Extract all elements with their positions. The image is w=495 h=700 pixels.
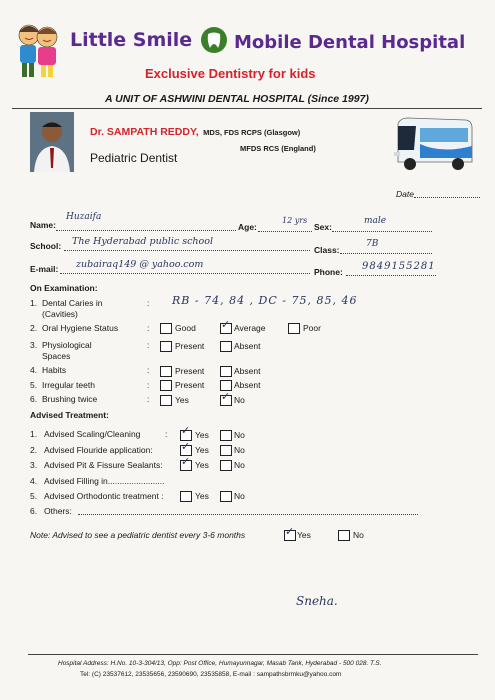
option-yes: Yes	[195, 445, 209, 455]
check-mark-icon: ✓	[181, 441, 191, 453]
tagline: Exclusive Dentistry for kids	[145, 66, 316, 81]
treatment-label: Advised Scaling/Cleaning	[44, 429, 141, 439]
exam-label: Dental Caries in	[42, 298, 103, 308]
exam-label: Physiological	[42, 340, 92, 350]
email-label: E-mail:	[30, 264, 59, 274]
tooth-logo-icon	[199, 25, 229, 55]
footer-contact: Tel: (C) 23537612, 23535656, 23590690, 23535858, E-mail : sampathsbrmku@yahoo.com	[80, 671, 342, 678]
option-present: Present	[175, 366, 205, 376]
colon: :	[147, 323, 150, 333]
checkbox-poor[interactable]	[288, 323, 300, 334]
header-rule	[12, 108, 482, 109]
treatment-num: 3.	[30, 460, 38, 470]
checkbox-absent[interactable]	[220, 380, 232, 391]
treatment-label: Advised Pit & Fissure Sealants:	[44, 460, 163, 470]
check-mark-icon: ✓	[221, 319, 231, 331]
treatment-heading: Advised Treatment:	[30, 410, 109, 420]
treatment-label: Others:	[44, 506, 72, 516]
phone-label: Phone:	[314, 267, 343, 277]
caries-value[interactable]: RB - 74, 84 , DC - 75, 85, 46	[172, 294, 358, 307]
option-poor: Poor	[303, 323, 321, 333]
option-absent: Absent	[234, 380, 261, 390]
doctor-quals-2: MFDS RCS (England)	[240, 144, 316, 153]
treatment-num: 6.	[30, 506, 38, 516]
checkbox-yes[interactable]	[160, 395, 172, 406]
email-line	[60, 273, 310, 274]
unit-line: A UNIT OF ASHWINI DENTAL HOSPITAL (Since 1997)	[105, 93, 369, 105]
colon: :	[147, 380, 150, 390]
treatment-label: Advised Orthodontic treatment :	[44, 491, 164, 501]
sex-line	[332, 231, 432, 232]
option-no: No	[234, 430, 245, 440]
note-option-yes: Yes	[297, 530, 311, 540]
checkbox-present[interactable]	[160, 366, 172, 377]
others-line	[78, 514, 418, 515]
exam-num: 1.	[30, 298, 38, 308]
option-good: Good	[175, 323, 196, 333]
treatment-num: 5.	[30, 491, 38, 501]
email-value[interactable]: zubairaq149 @ yahoo.com	[76, 259, 204, 270]
treatment-num: 1.	[30, 429, 38, 439]
name-value[interactable]: Huzaifa	[66, 212, 102, 222]
exam-num: 2.	[30, 323, 38, 333]
doctor-quals: MDS, FDS RCPS (Glasgow)	[203, 128, 301, 137]
exam-label: Oral Hygiene Status	[42, 323, 119, 333]
note-option-no: No	[353, 530, 364, 540]
exam-label-2: (Cavities)	[42, 309, 78, 319]
treatment-num: 2.	[30, 445, 38, 455]
option-no: No	[234, 395, 245, 405]
name-label: Name:	[30, 220, 56, 230]
specialty: Pediatric Dentist	[90, 151, 178, 165]
checkbox-absent[interactable]	[220, 366, 232, 377]
checkbox-good[interactable]	[160, 323, 172, 334]
checkbox-no[interactable]	[220, 430, 232, 441]
exam-num: 5.	[30, 380, 38, 390]
age-label: Age:	[238, 222, 257, 232]
check-mark-icon: ✓	[181, 425, 191, 437]
exam-num: 3.	[30, 340, 38, 350]
checkbox-no[interactable]	[220, 491, 232, 502]
exam-label: Brushing twice	[42, 394, 98, 404]
checkbox-present[interactable]	[160, 341, 172, 352]
exam-num: 4.	[30, 365, 38, 375]
colon: :	[147, 298, 150, 308]
checkbox-present[interactable]	[160, 380, 172, 391]
option-yes: Yes	[175, 395, 189, 405]
footer-rule	[28, 654, 478, 655]
hospital-title	[70, 29, 192, 51]
colon: :	[147, 340, 150, 350]
hospital-title-2	[234, 31, 465, 53]
title-mobile-dental: Mobile Dental Hospital	[234, 32, 466, 53]
footer-address: Hospital Address: H.No. 10-3-304/13, Opp: Post Office, Humayunnagar, Masab Tank, Hyderabad - 500 028. T.S.	[58, 660, 382, 667]
doctor-name-text: Dr. SAMPATH REDDY,	[90, 126, 199, 138]
age-value[interactable]: 12 yrs	[282, 216, 308, 225]
option-present: Present	[175, 341, 205, 351]
sex-value[interactable]: male	[364, 216, 387, 226]
date-line	[414, 197, 480, 198]
option-no: No	[234, 491, 245, 501]
option-present: Present	[175, 380, 205, 390]
exam-num: 6.	[30, 394, 38, 404]
treatment-label: Advised Flouride application:	[44, 445, 153, 455]
exam-label: Habits	[42, 365, 67, 375]
sex-label: Sex:	[314, 222, 332, 232]
class-label: Class:	[314, 245, 340, 255]
colon: :	[147, 365, 150, 375]
check-mark-icon: ✓	[285, 526, 295, 538]
note-text: Note: Advised to see a pediatric dentist every 3-6 months	[30, 530, 246, 540]
checkbox-absent[interactable]	[220, 341, 232, 352]
note-checkbox-no[interactable]	[338, 530, 350, 541]
name-line	[56, 230, 236, 231]
option-yes: Yes	[195, 430, 209, 440]
checkbox-no[interactable]	[220, 445, 232, 456]
school-label: School:	[30, 241, 62, 251]
bus-image	[392, 114, 476, 176]
check-mark-icon: ✓	[181, 456, 191, 468]
phone-line	[346, 275, 436, 276]
exam-label-2: Spaces	[42, 351, 71, 361]
doctor-name	[90, 122, 300, 140]
school-value[interactable]: The Hyderabad public school	[72, 236, 213, 247]
option-absent: Absent	[234, 341, 261, 351]
doctor-photo	[30, 112, 74, 172]
checkbox-no[interactable]	[220, 460, 232, 471]
kids-logo	[12, 18, 64, 80]
option-no: No	[234, 445, 245, 455]
option-no: No	[234, 460, 245, 470]
option-average: Average	[234, 323, 266, 333]
treatment-label: Advised Filling in........................	[44, 476, 165, 486]
option-yes: Yes	[195, 491, 209, 501]
colon: :	[147, 394, 150, 404]
option-yes: Yes	[195, 460, 209, 470]
class-value[interactable]: 7B	[366, 239, 379, 249]
option-absent: Absent	[234, 366, 261, 376]
treatment-num: 4.	[30, 476, 38, 486]
checkbox-yes[interactable]	[180, 491, 192, 502]
exam-label: Irregular teeth	[42, 380, 95, 390]
signature: Sneha.	[296, 594, 338, 608]
check-mark-icon: ✓	[221, 391, 231, 403]
school-line	[64, 250, 310, 251]
date-label: Date	[396, 189, 414, 199]
age-line	[258, 231, 312, 232]
examination-heading: On Examination:	[30, 283, 98, 293]
phone-value[interactable]: 9849155281	[362, 261, 436, 272]
class-line	[340, 253, 432, 254]
colon: :	[165, 429, 168, 439]
title-little-smile: Little Smile	[70, 29, 193, 51]
